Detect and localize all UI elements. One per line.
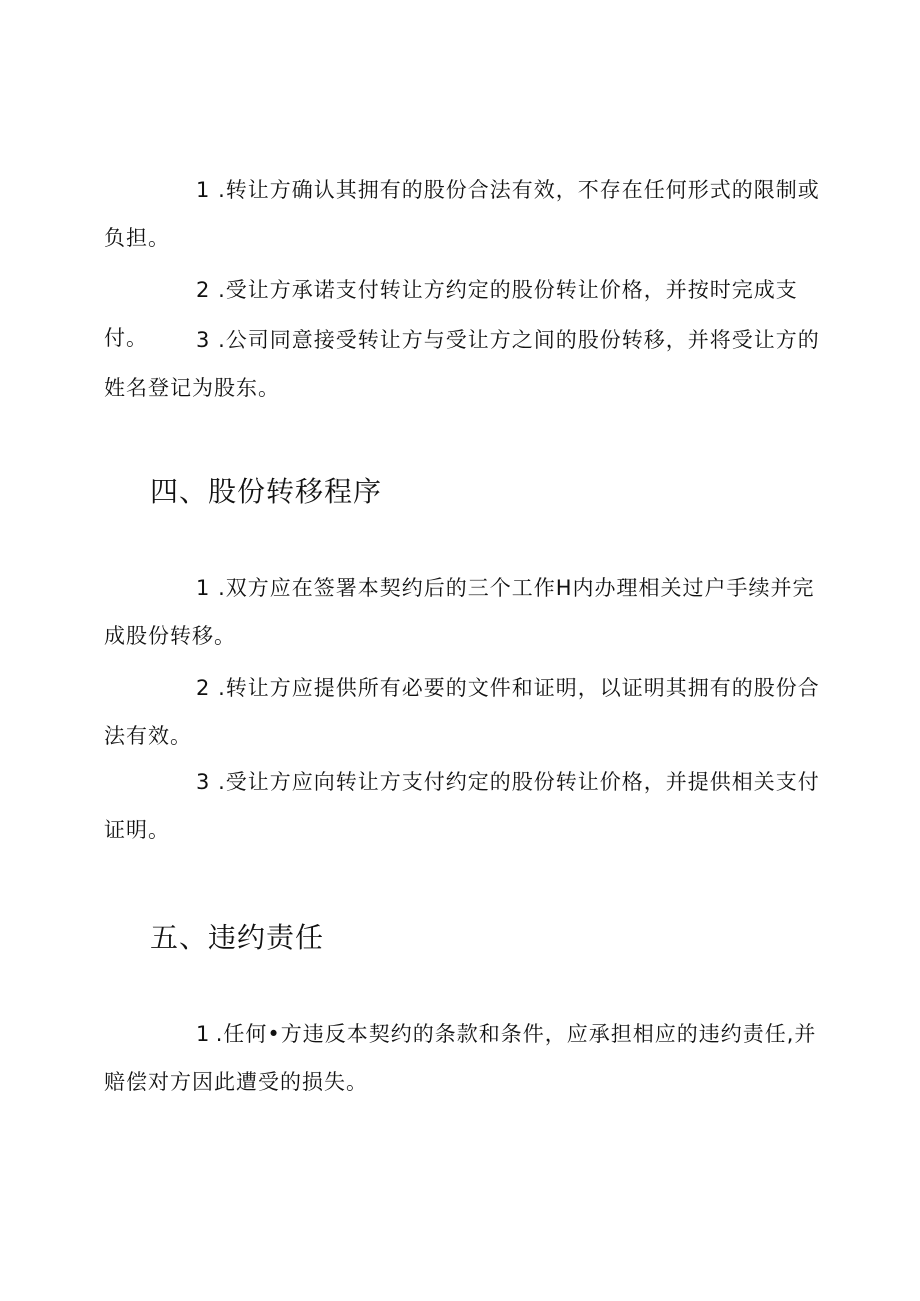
item-text: .转让方应提供所有必要的文件和证明，以证明其拥有的股份合法有效。: [104, 676, 820, 748]
item-number: 1: [196, 1022, 211, 1046]
section-3-item-3: [104, 316, 822, 412]
item-number: 2: [196, 676, 211, 700]
item-number: 3: [196, 328, 211, 352]
item-text: .任何•方违反本契约的条款和条件，应承担相应的违约责任,并赔偿对方因此遭受的损失。: [104, 1022, 817, 1094]
section-5-heading: 五、违约责任: [150, 921, 325, 954]
item-text: .受让方承诺支付转让方约定的股份转让价格，并按时完成支付。: [104, 278, 798, 350]
section-4-item-3: [104, 758, 822, 854]
item-text: .公司同意接受转让方与受让方之间的股份转移，并将受让方的姓名登记为股东。: [104, 328, 820, 400]
item-number: 3: [196, 770, 211, 794]
item-number: 1: [196, 178, 211, 202]
section-4-heading: 四、股份转移程序: [150, 475, 383, 508]
item-text: .转让方确认其拥有的股份合法有效，不存在任何形式的限制或负担。: [104, 178, 820, 250]
section-4-item-1: [104, 564, 822, 660]
section-5-item-1: [104, 1010, 822, 1106]
section-3-item-1: [104, 166, 822, 262]
item-number: 2: [196, 278, 211, 302]
item-number: 1: [196, 576, 211, 600]
item-text: .受让方应向转让方支付约定的股份转让价格，并提供相关支付证明。: [104, 770, 820, 842]
section-4-item-2: [104, 664, 822, 760]
item-text: .双方应在签署本契约后的三个工作H内办理相关过户手续并完成股份转移。: [104, 576, 815, 648]
